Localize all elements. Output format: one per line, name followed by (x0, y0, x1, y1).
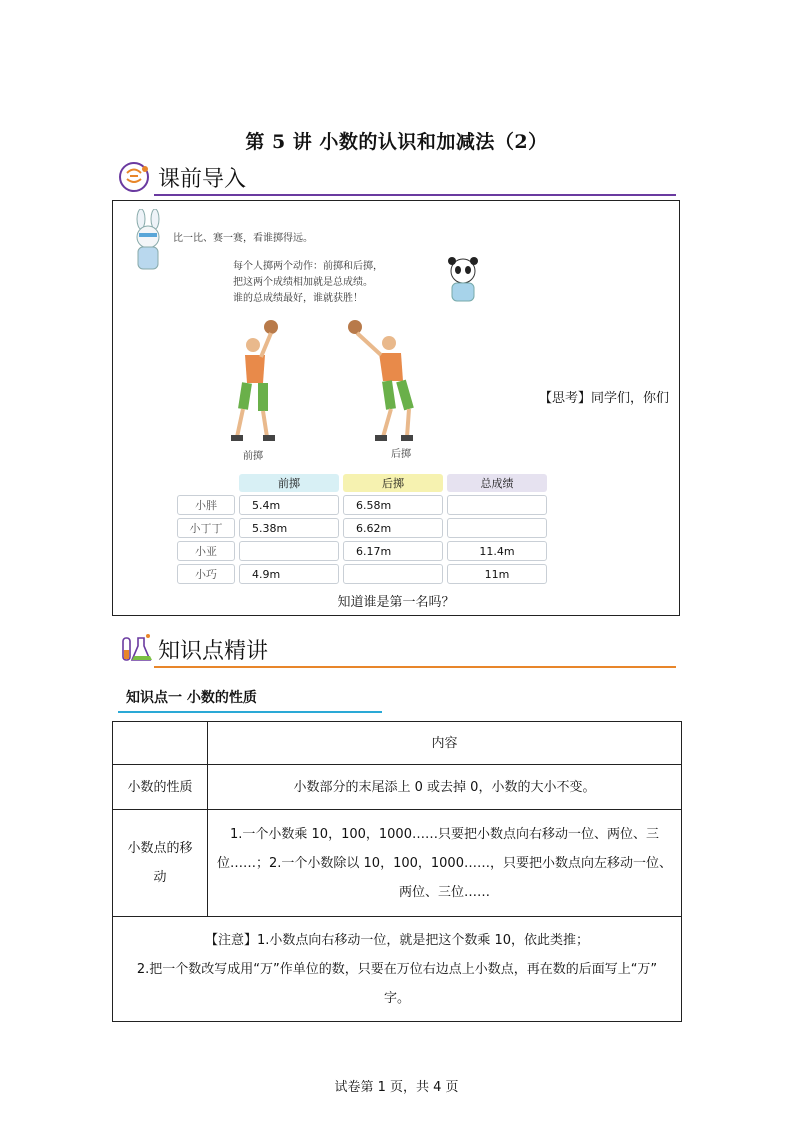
front-score (239, 541, 339, 561)
back-score (343, 564, 443, 584)
table-row (113, 810, 682, 917)
front-score: 5.4m (239, 495, 339, 515)
knowledge-point-rule (118, 711, 382, 713)
front-throw-figure (223, 319, 293, 449)
knowledge-point-heading (118, 687, 382, 713)
player-name: 小巧 (177, 564, 235, 584)
score-row (177, 564, 547, 584)
think-prompt: 【思考】同学们，你们 (538, 391, 669, 406)
brain-icon (118, 160, 152, 194)
bunny-speech: 比一比、赛一赛，看谁掷得远。 (173, 233, 313, 244)
section-header-knowledge (114, 632, 676, 668)
header-content: 内容 (208, 722, 682, 765)
bunny-character-illustration (129, 209, 169, 273)
rules-speech: 每个人掷两个动作：前掷和后掷， 把这两个成绩相加就是总成绩。 谁的总成绩最好，谁就获胜！ (233, 261, 383, 304)
note-cell: 【注意】1.小数点向右移动一位，就是把这个数乘 10，依此类推； 2.把一个数改写成用“万”作单位的数，只要在万位右边点上小数点，再在数的后面写上“万” 字。 (113, 917, 682, 1022)
section-rule (154, 194, 676, 196)
row-content: 小数部分的末尾添上 0 或去掉 0，小数的大小不变。 (208, 765, 682, 810)
panda-character-illustration (443, 255, 483, 303)
table-header-row (113, 722, 682, 765)
section-title-preview: 课前导入 (158, 167, 247, 192)
row-content: 1.一个小数乘 10，100，1000……只要把小数点向右移动一位、两位、三 位……；2.一个小数除以 10，100，1000……，只要把小数点向左移动一位、 两位、三位…… (208, 810, 682, 917)
row-label: 小数点的移 动 (113, 810, 208, 917)
knowledge-table (112, 721, 682, 1022)
flask-icon (118, 632, 152, 666)
total-score: 11.4m (447, 541, 547, 561)
front-score: 4.9m (239, 564, 339, 584)
section-rule (154, 666, 676, 668)
page-title: 第 5 讲 小数的认识和加减法（2） (245, 131, 548, 153)
preview-box (112, 200, 680, 616)
player-name: 小亚 (177, 541, 235, 561)
score-table (173, 471, 551, 587)
score-row (177, 541, 547, 561)
back-score: 6.17m (343, 541, 443, 561)
section-header-preview (114, 160, 676, 196)
table-row (113, 765, 682, 810)
row-label: 小数的性质 (113, 765, 208, 810)
header-total: 总成绩 (447, 474, 547, 492)
player-name: 小胖 (177, 495, 235, 515)
note-row (113, 917, 682, 1022)
player-name: 小丁丁 (177, 518, 235, 538)
header-front: 前掷 (239, 474, 339, 492)
score-row (177, 518, 547, 538)
total-score: 11m (447, 564, 547, 584)
page-footer: 试卷第 1 页，共 4 页 (334, 1080, 459, 1095)
front-score: 5.38m (239, 518, 339, 538)
knowledge-point-title: 知识点一 小数的性质 (126, 690, 257, 706)
back-throw-figure (339, 319, 429, 449)
total-score (447, 518, 547, 538)
score-row (177, 495, 547, 515)
label-back-throw: 后掷 (391, 449, 411, 460)
section-title-knowledge: 知识点精讲 (158, 639, 269, 664)
question-text: 知道谁是第一名吗？ (337, 595, 455, 610)
score-header-row (177, 474, 547, 492)
label-front-throw: 前掷 (243, 451, 263, 462)
back-score: 6.58m (343, 495, 443, 515)
total-score (447, 495, 547, 515)
header-back: 后掷 (343, 474, 443, 492)
back-score: 6.62m (343, 518, 443, 538)
